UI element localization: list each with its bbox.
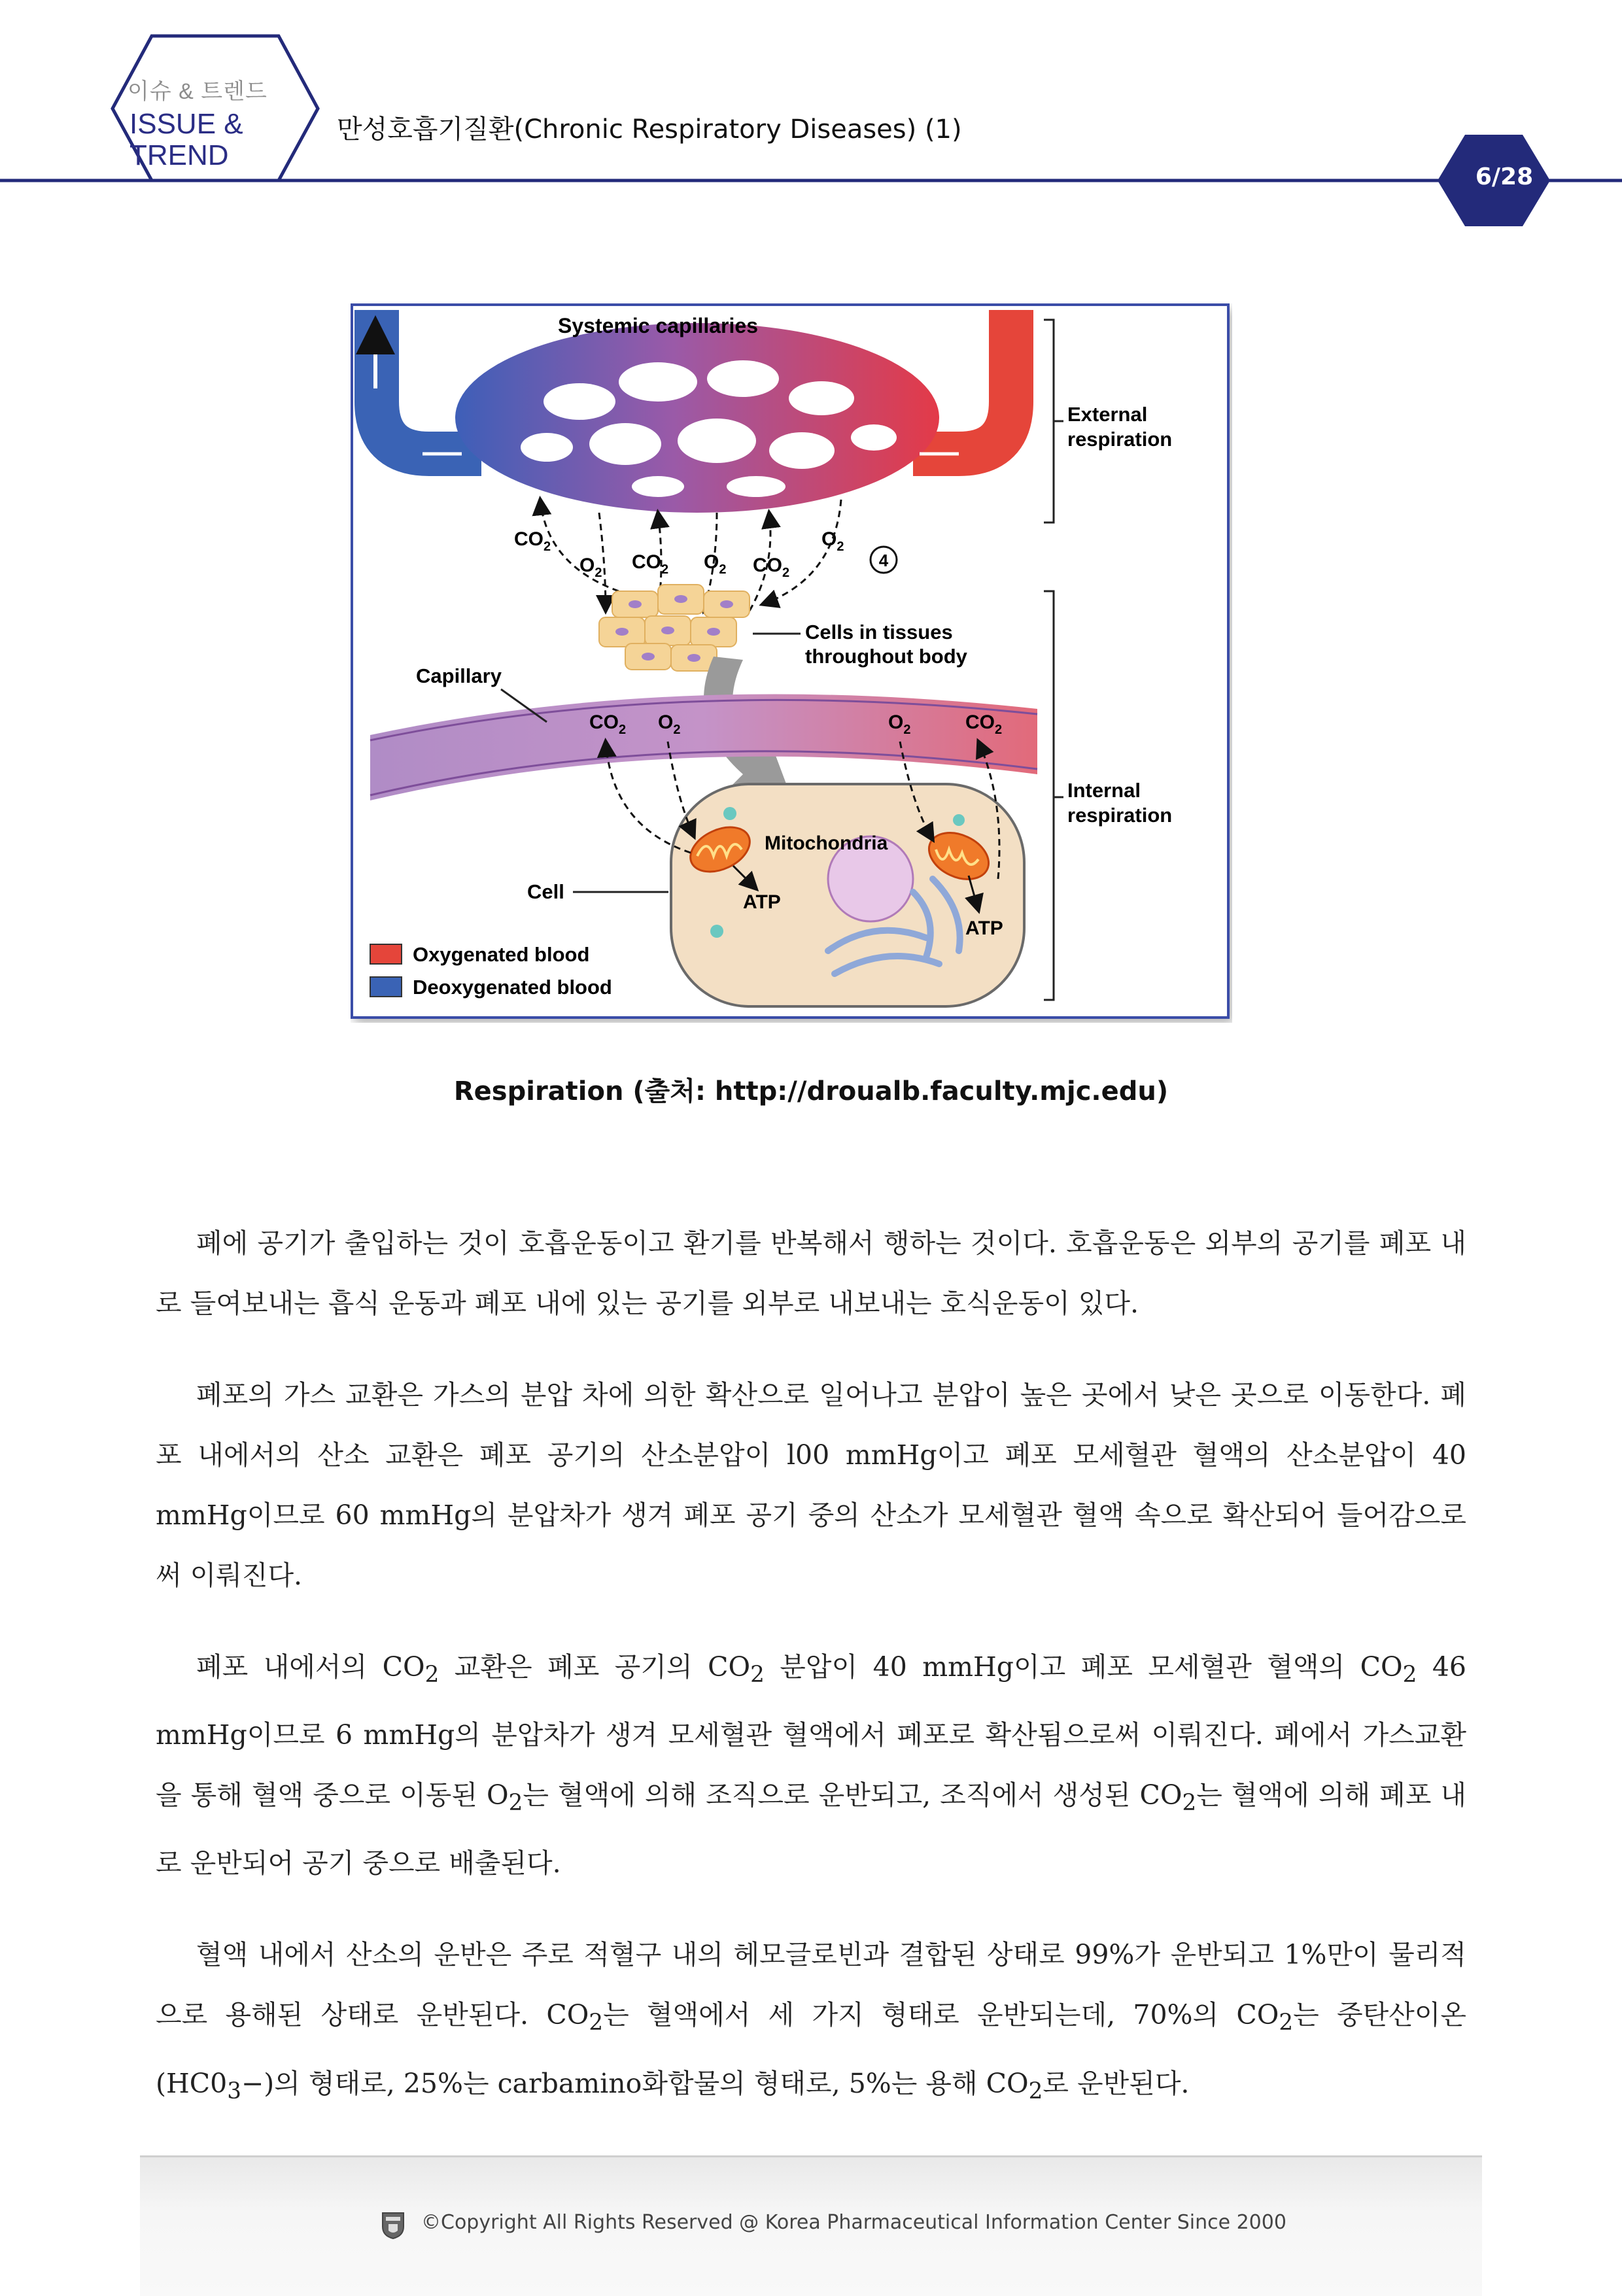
body-text (156, 1213, 1466, 2153)
paragraph-4: 혈액 내에서 산소의 운반은 주로 적혈구 내의 헤모글로빈과 결합된 상태로 99%가 운반되고 1%만이 물리적으로 용해된 상태로 운반된다. $CO_2$는 혈액에서 세 가지 형태로 운반되는데, 70%의 $CO_2$는 중탄산이온 $(HC0_3-)$의 형태로, 25%는 carbamino화합물의 형태로, 5%는 용해 $CO_2$로 운반된다. (156, 1939, 1466, 2104)
svg-text:CO2: $CO_2$ (514, 528, 551, 554)
figure-caption: Respiration (출처: http://droualb.faculty.mjc.edu) (453, 1076, 1169, 1106)
badge-trend-label: TREND (129, 139, 229, 171)
document-title: 만성호흡기질환(Chronic Respiratory Diseases) (1) (337, 114, 962, 145)
svg-text:O2: $O_2$ (579, 555, 602, 580)
atp-label-right: ATP (965, 917, 1003, 939)
systemic-capillaries-label: Systemic capillaries (558, 314, 758, 337)
svg-text:O2: $O_2$ (658, 711, 681, 737)
svg-text:CO2: $CO_2$ (589, 711, 627, 737)
legend-swatch-oxygenated (370, 944, 402, 964)
cells-in-tissues-label-1: Cells in tissues (805, 621, 953, 643)
legend-swatch-deoxygenated (370, 977, 402, 997)
svg-text:CO2: $CO_2$ (753, 555, 790, 580)
atp-label-left: ATP (743, 891, 781, 913)
internal-respiration-label-2: respiration (1067, 804, 1173, 827)
page-footer (140, 2155, 1482, 2296)
page-header (0, 0, 1622, 235)
external-respiration-label-1: External (1067, 403, 1148, 426)
page-number: 6/28 (1475, 163, 1534, 190)
kpic-logo-icon (381, 2211, 406, 2240)
cells-in-tissues-label-2: throughout body (805, 645, 967, 668)
copyright-text: ©Copyright All Rights Reserved @ Korea Pharmaceutical Information Center Since 2000 (421, 2211, 1286, 2234)
paragraph-1: 폐에 공기가 출입하는 것이 호흡운동이고 환기를 반복해서 행하는 것이다. 호흡운동은 외부의 공기를 폐포 내로 들여보내는 흡식 운동과 폐포 내에 있는 공기를 외부로 내보내는 호식운동이 있다. (156, 1227, 1466, 1319)
respiration-figure (351, 303, 1232, 1023)
systemic-capillary-bed (455, 323, 939, 513)
svg-text:O2: $O_2$ (821, 528, 844, 554)
legend-oxygenated-label: Oxygenated blood (413, 943, 590, 966)
external-respiration-label-2: respiration (1067, 428, 1173, 451)
step-number: 4 (878, 551, 889, 570)
svg-text:O2: $O_2$ (704, 551, 727, 577)
svg-text:CO2: $CO_2$ (965, 711, 1003, 737)
paragraph-2: 폐포의 가스 교환은 가스의 분압 차에 의한 확산으로 일어나고 분압이 높은 곳에서 낮은 곳으로 이동한다. 폐포 내에서의 산소 교환은 폐포 공기의 산소분압이 l00 mmHg이고 폐포 모세혈관 혈액의 산소분압이 40 mmHg이므로 60 mmHg의 분압차가 생겨 폐포 공기 중의 산소가 모세혈관 혈액 속으로 확산되어 들어감으로써 이뤄진다. (156, 1379, 1466, 1591)
cell-label: Cell (527, 880, 564, 903)
paragraph-3: 폐포 내에서의 $CO_2$ 교환은 폐포 공기의 $CO_2$ 분압이 40 mmHg이고 폐포 모세혈관 혈액의 $CO_2$ 46 mmHg이므로 6 mmHg의 분압차가 생겨 모세혈관 혈액에서 폐포로 확산됨으로써 이뤄진다. 폐에서 가스교환을 통해 혈액 중으로 이동된 $O_2$는 혈액에 의해 조직으로 운반되고, 조직에서 생성된 $CO_2$는 혈액에 의해 폐포 내로 운반되어 공기 중으로 배출된다. (156, 1651, 1466, 1879)
capillary-label: Capillary (416, 664, 502, 687)
badge-issue-label: ISSUE & (129, 108, 243, 140)
svg-text:O2: $O_2$ (888, 711, 911, 737)
svg-text:CO2: $CO_2$ (632, 551, 669, 577)
badge-korean-label: 이슈 & 트렌드 (128, 79, 267, 104)
legend-deoxygenated-label: Deoxygenated blood (413, 976, 612, 999)
mitochondria-label: Mitochondria (765, 832, 888, 854)
internal-respiration-label-1: Internal (1067, 779, 1141, 802)
